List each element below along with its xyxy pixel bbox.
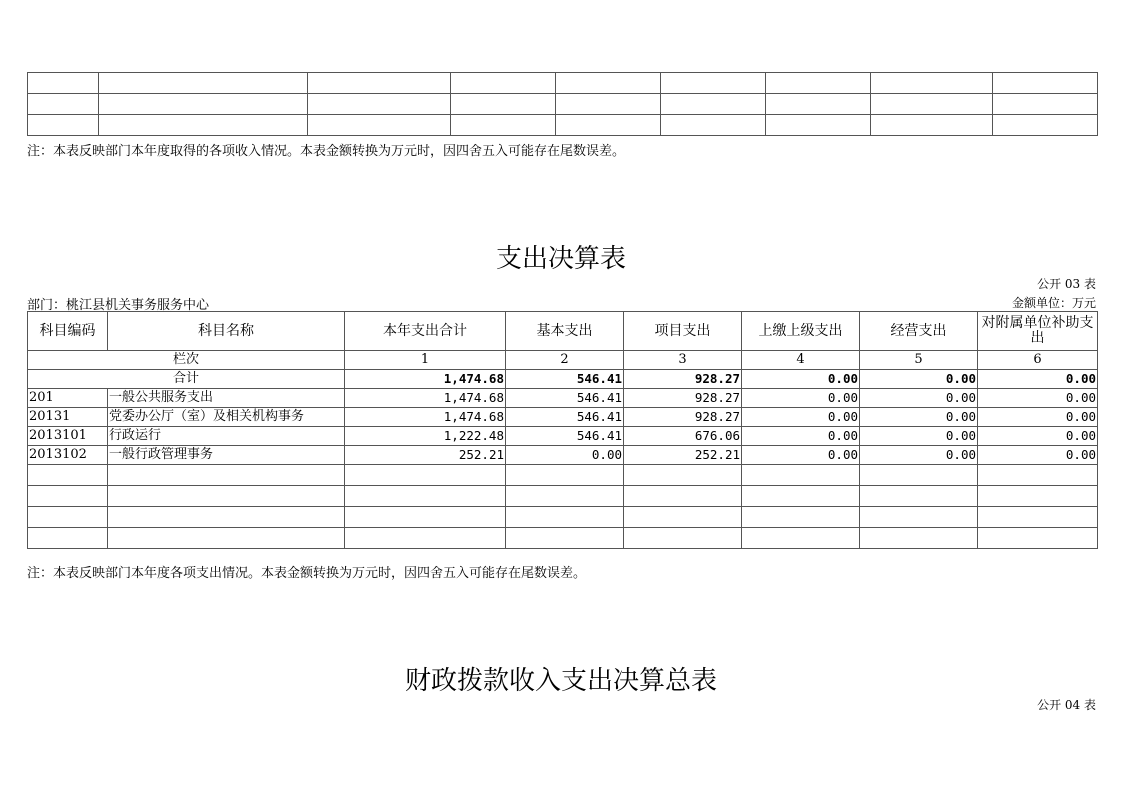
value-cell: 0.00 <box>978 446 1098 465</box>
header-cell: 对附属单位补助支出 <box>978 312 1098 351</box>
expenditure-table <box>27 311 1098 549</box>
subject-code: 201 <box>28 389 108 408</box>
empty-row <box>28 507 1098 528</box>
empty-row <box>28 486 1098 507</box>
total-cell: 0.00 <box>978 370 1098 389</box>
table-row <box>28 73 1098 94</box>
index-cell: 4 <box>742 351 860 370</box>
table-row <box>28 115 1098 136</box>
value-cell: 0.00 <box>978 408 1098 427</box>
value-cell: 0.00 <box>742 427 860 446</box>
total-label: 合计 <box>28 370 345 389</box>
header-row <box>28 312 1098 351</box>
header-cell: 经营支出 <box>860 312 978 351</box>
header-cell: 项目支出 <box>624 312 742 351</box>
subject-code: 2013102 <box>28 446 108 465</box>
table-row <box>28 427 1098 446</box>
value-cell: 0.00 <box>860 446 978 465</box>
total-row <box>28 370 1098 389</box>
table-row <box>28 389 1098 408</box>
table-row <box>28 94 1098 115</box>
value-cell: 546.41 <box>506 427 624 446</box>
index-cell: 3 <box>624 351 742 370</box>
index-label: 栏次 <box>28 351 345 370</box>
unit-label: 金额单位：万元 <box>1011 296 1096 310</box>
header-cell: 科目编码 <box>28 312 108 351</box>
header-cell: 本年支出合计 <box>345 312 506 351</box>
value-cell: 0.00 <box>742 408 860 427</box>
subject-name: 党委办公厅（室）及相关机构事务 <box>108 408 345 427</box>
value-cell: 676.06 <box>624 427 742 446</box>
fiscal-title: 财政拨款收入支出决算总表 <box>404 666 717 696</box>
value-cell: 546.41 <box>506 408 624 427</box>
value-cell: 0.00 <box>860 408 978 427</box>
value-cell: 252.21 <box>345 446 506 465</box>
subject-name: 一般公共服务支出 <box>108 389 345 408</box>
value-cell: 0.00 <box>742 389 860 408</box>
index-cell: 5 <box>860 351 978 370</box>
header-cell: 上缴上级支出 <box>742 312 860 351</box>
value-cell: 928.27 <box>624 408 742 427</box>
value-cell: 0.00 <box>978 389 1098 408</box>
subject-name: 一般行政管理事务 <box>108 446 345 465</box>
value-cell: 928.27 <box>624 389 742 408</box>
header-cell: 科目名称 <box>108 312 345 351</box>
empty-row <box>28 528 1098 549</box>
value-cell: 1,474.68 <box>345 389 506 408</box>
total-cell: 0.00 <box>860 370 978 389</box>
value-cell: 0.00 <box>742 446 860 465</box>
value-cell: 252.21 <box>624 446 742 465</box>
index-cell: 1 <box>345 351 506 370</box>
expenditure-table-note: 注：本表反映部门本年度各项支出情况。本表金额转换为万元时，因四舍五入可能存在尾数误差。 <box>27 566 587 581</box>
empty-row <box>28 465 1098 486</box>
expenditure-title: 支出决算表 <box>495 244 626 274</box>
total-cell: 0.00 <box>742 370 860 389</box>
income-table-note: 注：本表反映部门本年度取得的各项收入情况。本表金额转换为万元时，因四舍五入可能存在尾数误差。 <box>27 144 626 159</box>
index-row <box>28 351 1098 370</box>
table-row <box>28 408 1098 427</box>
value-cell: 0.00 <box>860 389 978 408</box>
value-cell: 1,474.68 <box>345 408 506 427</box>
value-cell: 0.00 <box>860 427 978 446</box>
total-cell: 928.27 <box>624 370 742 389</box>
fiscal-form-number: 公开 04 表 <box>1037 698 1096 712</box>
income-table-remnant <box>27 72 1098 136</box>
department-label: 部门：桃江县机关事务服务中心 <box>27 298 210 313</box>
value-cell: 0.00 <box>978 427 1098 446</box>
total-cell: 1,474.68 <box>345 370 506 389</box>
value-cell: 546.41 <box>506 389 624 408</box>
subject-code: 2013101 <box>28 427 108 446</box>
index-cell: 2 <box>506 351 624 370</box>
total-cell: 546.41 <box>506 370 624 389</box>
form-number: 公开 03 表 <box>1037 277 1096 291</box>
value-cell: 0.00 <box>506 446 624 465</box>
index-cell: 6 <box>978 351 1098 370</box>
table-row <box>28 446 1098 465</box>
header-cell: 基本支出 <box>506 312 624 351</box>
subject-name: 行政运行 <box>108 427 345 446</box>
value-cell: 1,222.48 <box>345 427 506 446</box>
subject-code: 20131 <box>28 408 108 427</box>
